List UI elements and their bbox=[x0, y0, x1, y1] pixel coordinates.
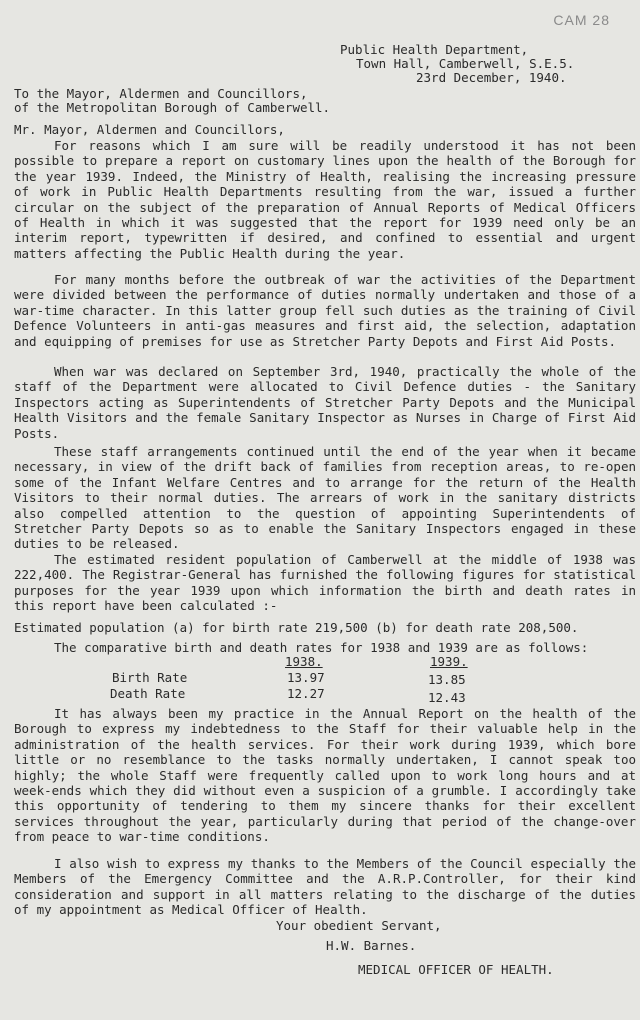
birth-rate-1939: 13.85 bbox=[428, 672, 466, 687]
death-rate-1939: 12.43 bbox=[428, 690, 466, 705]
salutation: Mr. Mayor, Aldermen and Councillors, bbox=[14, 122, 285, 137]
address-line-2: Town Hall, Camberwell, S.E.5. bbox=[356, 56, 575, 71]
paragraph-4 bbox=[14, 444, 636, 552]
reference-mark: CAM 28 bbox=[553, 12, 610, 28]
paragraph-text: The estimated resident population of Camberwell at the middle of 1938 was 222,400. The Registrar-General has furnished the following figures for statistical purposes for the year 1939 upon which information the birth and death rates in this report have been calculated :- bbox=[14, 552, 636, 614]
paragraph-text: These staff arrangements continued until the end of the year when it became necessary, in view of the drift back of families from reception areas, to re-open some of the Infant Welfare Centres and to arrange for the return of the Health Visitors to their normal duties. The arrears of work in the sanitary districts also compelled attention to the question of appointing Superintendents of Stretcher Party Depots so as to enable the Sanitary Inspectors engaged in these duties to be released. bbox=[14, 444, 636, 552]
closing: Your obedient Servant, bbox=[276, 918, 442, 933]
paragraph-text: It has always been my practice in the Annual Report on the health of the Borough to express my indebtedness to the Staff for their valuable help in the administration of the health services. For their work during 1939, which bore little or no resemblance to the tasks normally undertaken, I cannot speak too highly; the whole Staff were frequently called upon to work long hours and at week-ends which they did without even a suspicion of a grumble. I accordingly take this opportunity of tendering to them my sincere thanks for their excellent services throughout the year, particularly during that period of the change-over from peace to war-time conditions. bbox=[14, 706, 636, 845]
comparative-line: The comparative birth and death rates for 1938 and 1939 are as follows: bbox=[54, 640, 589, 655]
paragraph-text: For many months before the outbreak of war the activities of the Department were divided between the performance of duties normally undertaken and those of a war-time character. In this latter group fell such duties as the training of Civil Defence Volunteers in anti-gas measures and first aid, the selection, adaptation and equipping of premises for use as Stretcher Party Depots and First Aid Posts. bbox=[14, 272, 636, 349]
population-line: Estimated population (a) for birth rate 219,500 (b) for death rate 208,500. bbox=[14, 620, 579, 635]
paragraph-text: For reasons which I am sure will be readily understood it has not been possible to prepare a report on customary lines upon the health of the Borough for the year 1939. Indeed, the Ministry of Health, realising the increasing pressure of work in Public Health Departments resulting from the war, issued a further circular on the subject of the preparation of Annual Reports of Medical Officers of Health in which it was suggested that the report for 1939 need only be an interim report, typewritten if desired, and confined to essential and urgent matters affecting the Public Health during the year. bbox=[14, 138, 636, 261]
signature: H.W. Barnes. bbox=[326, 938, 417, 953]
paragraph-1 bbox=[14, 138, 636, 261]
letter-date: 23rd December, 1940. bbox=[416, 70, 567, 85]
paragraph-text: I also wish to express my thanks to the Members of the Council especially the Members of the Emergency Committee and the A.R.P.Controller, for their kind consideration and support in all matters relating to the discharge of the duties of my appointment as Medical Officer of Health. bbox=[14, 856, 636, 918]
death-rate-1938: 12.27 bbox=[287, 686, 325, 701]
year-header-1939: 1939. bbox=[430, 654, 468, 669]
address-line-1: Public Health Department, bbox=[340, 42, 529, 57]
addressee-line-1: To the Mayor, Aldermen and Councillors, bbox=[14, 86, 308, 101]
paragraph-6 bbox=[14, 706, 636, 845]
paragraph-5 bbox=[14, 552, 636, 614]
addressee-line-2: of the Metropolitan Borough of Camberwell. bbox=[14, 100, 331, 115]
birth-rate-label: Birth Rate bbox=[112, 670, 188, 685]
year-header-1938: 1938. bbox=[285, 654, 323, 669]
death-rate-label: Death Rate bbox=[110, 686, 186, 701]
paragraph-text: When war was declared on September 3rd, 1940, practically the whole of the staff of the Department were allocated to Civil Defence duties - the Sanitary Inspectors acting as Superintendents of Stretcher Party Depots and the Municipal Health Visitors and the female Sanitary Inspector as Nurses in Charge of First Aid Posts. bbox=[14, 364, 636, 441]
paragraph-2 bbox=[14, 272, 636, 349]
birth-rate-1938: 13.97 bbox=[287, 670, 325, 685]
paragraph-3 bbox=[14, 364, 636, 441]
signatory-title: MEDICAL OFFICER OF HEALTH. bbox=[358, 962, 554, 977]
paragraph-7 bbox=[14, 856, 636, 918]
